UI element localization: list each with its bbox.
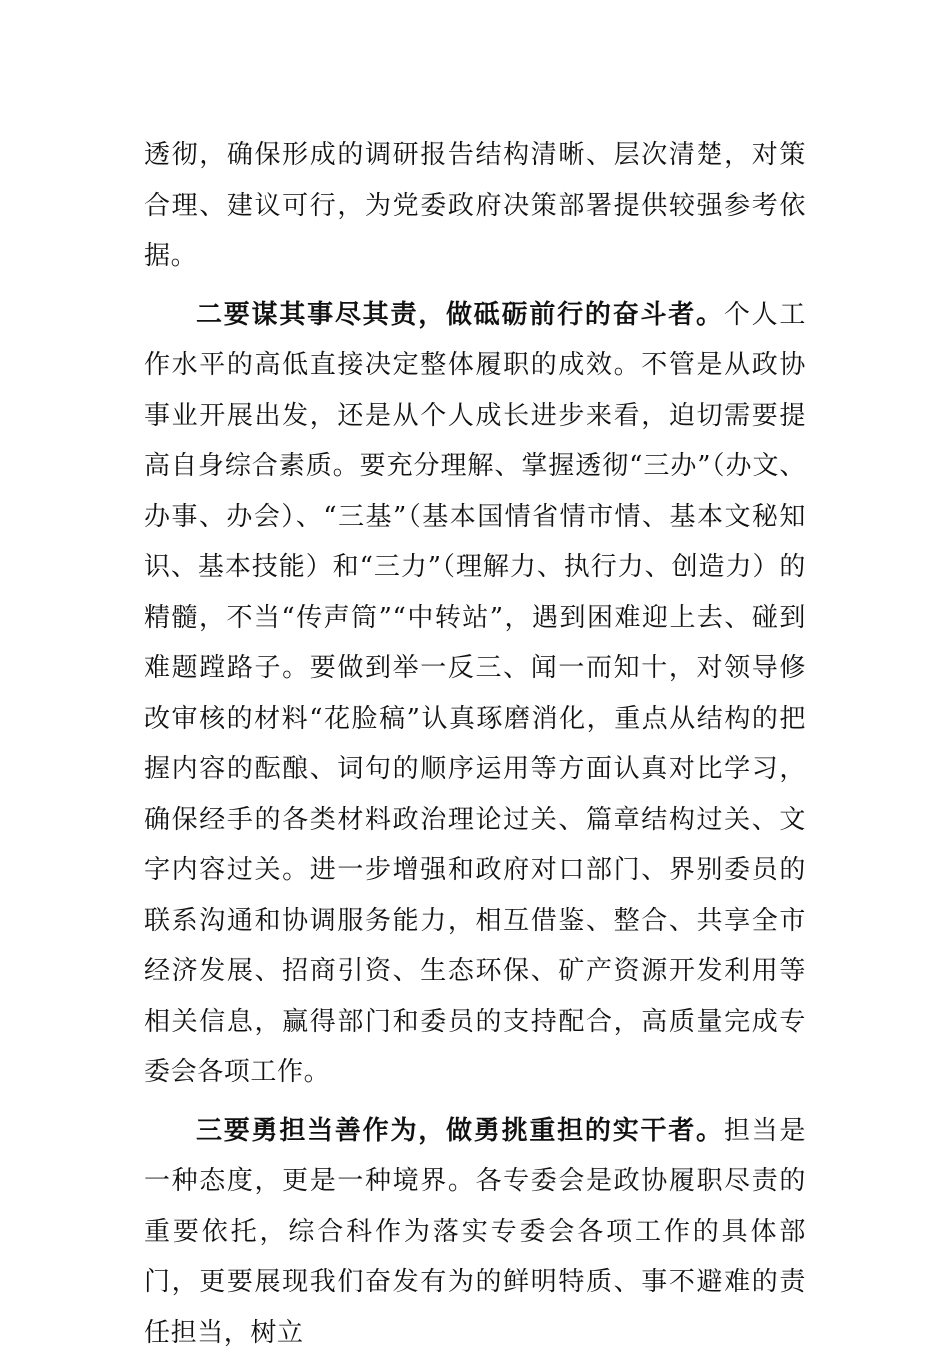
paragraph-continuation (144, 130, 806, 282)
paragraph-heading: 三要勇担当善作为，做勇挑重担的实干者。 (196, 1116, 724, 1146)
paragraph-text: 透彻，确保形成的调研报告结构清晰、层次清楚，对策合理、建议可行，为党委政府决策部署提供较强参考依据。 (144, 140, 806, 271)
paragraph-heading: 二要谋其事尽其责，做砥砺前行的奋斗者。 (196, 300, 724, 330)
paragraph-two (144, 290, 806, 1098)
paragraph-three (144, 1106, 806, 1358)
paragraph-text: 个人工作水平的高低直接决定整体履职的成效。不管是从政协事业开展出发，还是从个人成长进步来看，迫切需要提高自身综合素质。要充分理解、掌握透彻“三办”（办文、办事、办会）、“三基”（基本国情省情市情、基本文秘知识、基本技能）和“三力”（理解力、执行力、创造力）的精髓，不当“传声筒”“中转站”，遇到困难迎上去、碰到难题蹚路子。要做到举一反三、闻一而知十，对领导修改审核的材料“花脸稿”认真琢磨消化，重点从结构的把握内容的酝酿、词句的顺序运用等方面认真对比学习，确保经手的各类材料政治理论过关、篇章结构过关、文字内容过关。进一步增强和政府对口部门、界别委员的联系沟通和协调服务能力，相互借鉴、整合、共享全市经济发展、招商引资、生态环保、矿产资源开发利用等相关信息，赢得部门和委员的支持配合，高质量完成专委会各项工作。 (144, 300, 806, 1088)
paragraph-text: 担当是一种态度，更是一种境界。各专委会是政协履职尽责的重要依托，综合科作为落实专委会各项工作的具体部门，更要展现我们奋发有为的鲜明特质、事不避难的责任担当，树立 (144, 1116, 806, 1348)
document-body (144, 130, 806, 1358)
